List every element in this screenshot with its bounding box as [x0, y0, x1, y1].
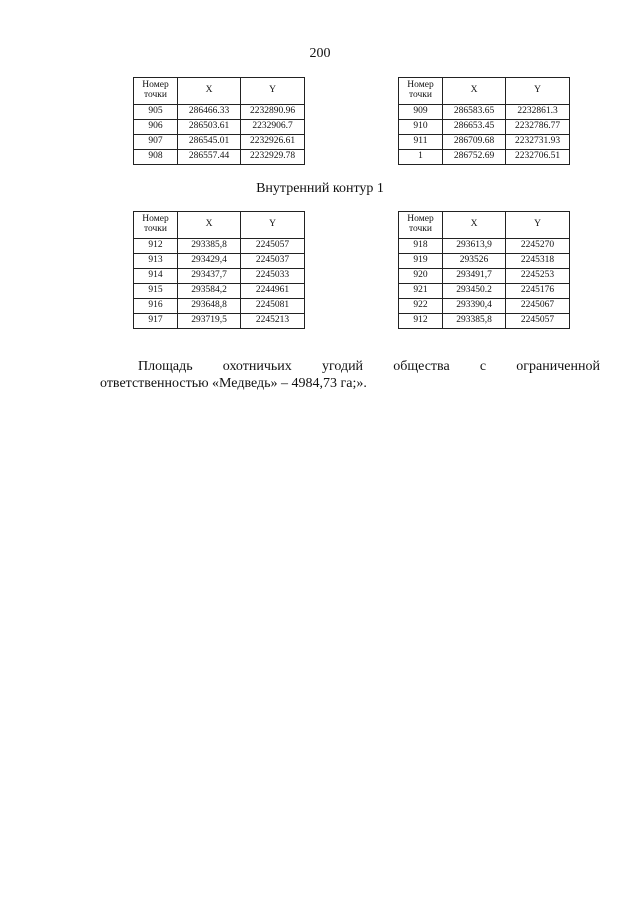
cell-x: 286709.68	[443, 135, 506, 150]
cell-point-number: 914	[134, 269, 178, 284]
cell-x: 286503.61	[178, 120, 241, 135]
cell-y: 2245176	[506, 284, 570, 299]
cell-x: 286752.69	[443, 150, 506, 165]
cell-x: 293491,7	[443, 269, 506, 284]
cell-point-number: 912	[399, 314, 443, 329]
cell-point-number: 917	[134, 314, 178, 329]
cell-y: 2232926.61	[241, 135, 305, 150]
cell-x: 286653.45	[443, 120, 506, 135]
cell-y: 2245033	[241, 269, 305, 284]
table-row	[399, 120, 570, 135]
header-y: Y	[241, 78, 305, 105]
cell-x: 293385,8	[443, 314, 506, 329]
table-header-row	[399, 78, 570, 105]
word: охотничьих	[222, 359, 292, 374]
cell-x: 293450.2	[443, 284, 506, 299]
cell-x: 286557.44	[178, 150, 241, 165]
cell-y: 2245057	[241, 239, 305, 254]
cell-y: 2245081	[241, 299, 305, 314]
cell-point-number: 915	[134, 284, 178, 299]
section-heading: Внутренний контур 1	[256, 181, 384, 196]
cell-point-number: 920	[399, 269, 443, 284]
table-row	[134, 150, 305, 165]
cell-y: 2232929.78	[241, 150, 305, 165]
cell-y: 2232906.7	[241, 120, 305, 135]
word: ограниченной	[516, 359, 600, 374]
word: с	[479, 359, 487, 374]
header-x: X	[443, 78, 506, 105]
cell-point-number: 912	[134, 239, 178, 254]
cell-y: 2232786.77	[506, 120, 570, 135]
header-y: Y	[506, 212, 570, 239]
paragraph-line-2: ответственностью «Медведь» – 4984,73 га;».	[100, 376, 367, 391]
cell-point-number: 910	[399, 120, 443, 135]
cell-point-number: 1	[399, 150, 443, 165]
cell-y: 2245270	[506, 239, 570, 254]
cell-y: 2244961	[241, 284, 305, 299]
table-row	[399, 299, 570, 314]
cell-y: 2245037	[241, 254, 305, 269]
cell-y: 2245213	[241, 314, 305, 329]
coordinates-table-918-912	[398, 211, 570, 329]
header-x: X	[178, 212, 241, 239]
cell-y: 2245253	[506, 269, 570, 284]
cell-point-number: 922	[399, 299, 443, 314]
table-row	[399, 239, 570, 254]
table-header-row	[134, 212, 305, 239]
cell-y: 2245318	[506, 254, 570, 269]
cell-x: 293584,2	[178, 284, 241, 299]
cell-y: 2245057	[506, 314, 570, 329]
page-number: 200	[309, 46, 331, 61]
cell-x: 293526	[443, 254, 506, 269]
word: Площадь	[138, 359, 193, 374]
table-row	[134, 284, 305, 299]
cell-x: 293429,4	[178, 254, 241, 269]
table-row	[399, 135, 570, 150]
word: угодий	[321, 359, 364, 374]
table-header-row	[134, 78, 305, 105]
cell-x: 293719,5	[178, 314, 241, 329]
header-point-number: Номер точки	[134, 78, 178, 105]
coordinates-table-909-1	[398, 77, 570, 165]
table-row	[399, 269, 570, 284]
table-row	[134, 239, 305, 254]
cell-x: 293385,8	[178, 239, 241, 254]
table-row	[399, 314, 570, 329]
cell-point-number: 916	[134, 299, 178, 314]
table-row	[134, 105, 305, 120]
table-row	[134, 135, 305, 150]
cell-point-number: 919	[399, 254, 443, 269]
header-point-number: Номер точки	[399, 212, 443, 239]
table-row	[134, 314, 305, 329]
cell-y: 2232861.3	[506, 105, 570, 120]
cell-y: 2245067	[506, 299, 570, 314]
cell-point-number: 909	[399, 105, 443, 120]
cell-point-number: 911	[399, 135, 443, 150]
table-row	[134, 120, 305, 135]
cell-y: 2232706.51	[506, 150, 570, 165]
header-x: X	[178, 78, 241, 105]
cell-x: 286545.01	[178, 135, 241, 150]
header-point-number: Номер точки	[134, 212, 178, 239]
table-header-row	[399, 212, 570, 239]
cell-point-number: 906	[134, 120, 178, 135]
cell-x: 286466.33	[178, 105, 241, 120]
cell-point-number: 908	[134, 150, 178, 165]
area-paragraph	[100, 358, 600, 392]
cell-y: 2232731.93	[506, 135, 570, 150]
table-row	[399, 284, 570, 299]
header-point-number: Номер точки	[399, 78, 443, 105]
cell-y: 2232890.96	[241, 105, 305, 120]
cell-x: 293390,4	[443, 299, 506, 314]
header-y: Y	[506, 78, 570, 105]
table-row	[399, 150, 570, 165]
cell-x: 293648,8	[178, 299, 241, 314]
header-y: Y	[241, 212, 305, 239]
cell-point-number: 905	[134, 105, 178, 120]
cell-point-number: 907	[134, 135, 178, 150]
table-row	[134, 269, 305, 284]
table-row	[134, 299, 305, 314]
cell-point-number: 918	[399, 239, 443, 254]
table-row	[134, 254, 305, 269]
cell-x: 293613,9	[443, 239, 506, 254]
coordinates-table-905-908	[133, 77, 305, 165]
paragraph-line-1	[100, 358, 600, 375]
table-row	[399, 254, 570, 269]
table-row	[399, 105, 570, 120]
cell-x: 286583.65	[443, 105, 506, 120]
cell-point-number: 913	[134, 254, 178, 269]
word: общества	[393, 359, 450, 374]
coordinates-table-912-917	[133, 211, 305, 329]
header-x: X	[443, 212, 506, 239]
cell-point-number: 921	[399, 284, 443, 299]
cell-x: 293437,7	[178, 269, 241, 284]
